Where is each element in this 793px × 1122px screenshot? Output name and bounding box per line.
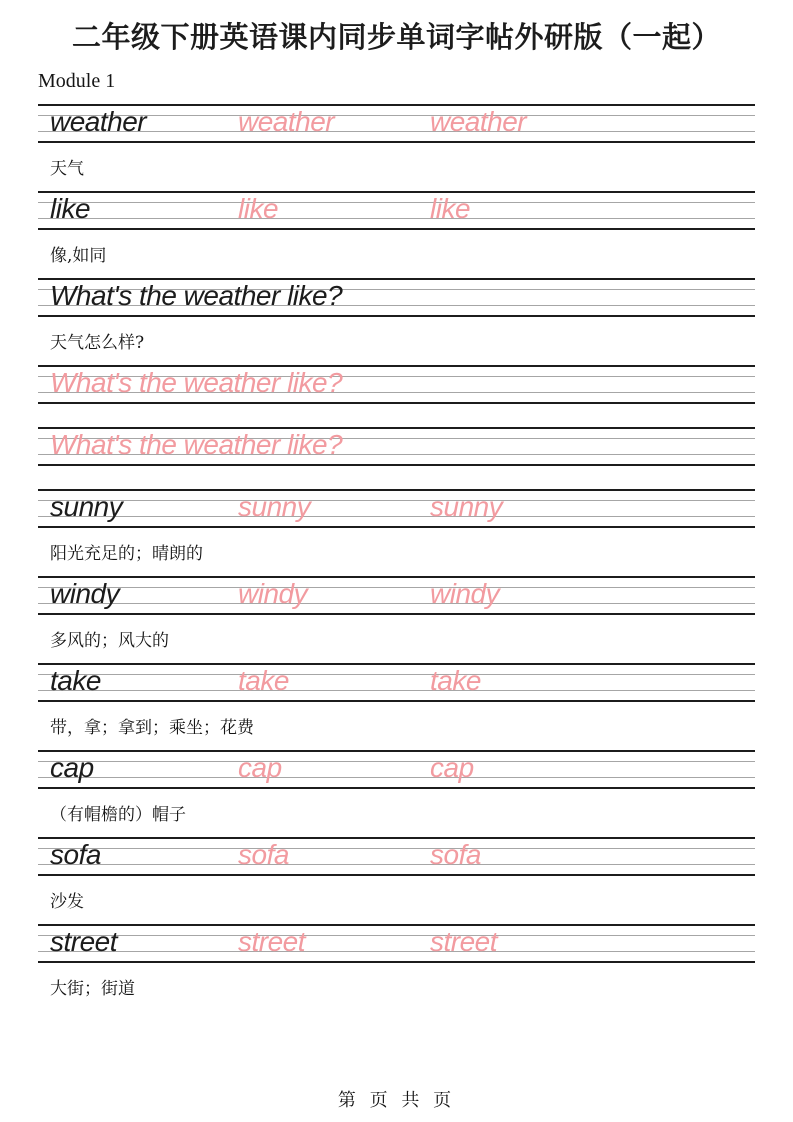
word-entry [38, 104, 755, 179]
word-meaning: 带，拿；拿到；乘坐；花费 [50, 718, 254, 738]
guide-line-upper-mid [38, 587, 755, 588]
word-entry [38, 489, 755, 564]
guide-line-bottom [38, 141, 755, 143]
guide-line-upper-mid [38, 500, 755, 501]
word-trace-2: weather [430, 106, 527, 137]
word-meaning: 多风的；风大的 [50, 631, 169, 651]
word-model: What's the weather like? [50, 429, 343, 460]
word-model: street [50, 926, 118, 957]
word-meaning: 天气 [50, 159, 84, 179]
practice-line-row [38, 191, 755, 230]
guide-line-lower-mid [38, 864, 755, 865]
guide-line-bottom [38, 787, 755, 789]
word-meaning: 天气怎么样? [50, 333, 145, 353]
guide-line-upper-mid [38, 761, 755, 762]
guide-line-top [38, 750, 755, 752]
word-trace-1: like [238, 193, 279, 224]
guide-line-bottom [38, 700, 755, 702]
word-meaning: 大街；街道 [50, 979, 135, 999]
practice-line-row [38, 104, 755, 143]
guide-line-lower-mid [38, 603, 755, 604]
guide-line-bottom [38, 961, 755, 963]
guide-line-upper-mid [38, 202, 755, 203]
word-entry [38, 924, 755, 999]
word-trace-2: like [430, 193, 471, 224]
word-trace-1: sunny [238, 491, 311, 522]
word-entry [38, 278, 755, 353]
practice-line-row [38, 750, 755, 789]
practice-line-row [38, 427, 755, 466]
word-trace-2: cap [430, 752, 474, 783]
word-trace-2: sunny [430, 491, 503, 522]
page-title: 二年级下册英语课内同步单词字帖外研版（一起） [71, 22, 721, 54]
guide-line-lower-mid [38, 951, 755, 952]
guide-line-top [38, 191, 755, 193]
word-meaning: 沙发 [50, 892, 84, 912]
word-entry [38, 427, 755, 466]
word-entry [38, 576, 755, 651]
guide-line-top [38, 663, 755, 665]
word-trace-2: windy [430, 578, 500, 609]
word-model: What's the weather like? [50, 280, 343, 311]
guide-line-lower-mid [38, 690, 755, 691]
guide-line-bottom [38, 402, 755, 404]
word-model: weather [50, 106, 147, 137]
word-model: like [50, 193, 91, 224]
word-trace-1: take [238, 665, 289, 696]
word-entry [38, 837, 755, 912]
word-model: What's the weather like? [50, 367, 343, 398]
guide-line-top [38, 576, 755, 578]
content-area [38, 70, 755, 999]
practice-line-row [38, 663, 755, 702]
word-list [38, 104, 755, 999]
guide-line-top [38, 924, 755, 926]
word-meaning: 阳光充足的；晴朗的 [50, 544, 203, 564]
guide-line-top [38, 837, 755, 839]
word-trace-1: cap [238, 752, 282, 783]
word-model: take [50, 665, 101, 696]
practice-line-row [38, 837, 755, 876]
word-trace-2: street [430, 926, 498, 957]
practice-line-row [38, 278, 755, 317]
guide-line-top [38, 489, 755, 491]
guide-line-bottom [38, 228, 755, 230]
word-model: cap [50, 752, 94, 783]
page-footer: 第 页 共 页 [337, 1090, 456, 1111]
guide-line-upper-mid [38, 935, 755, 936]
guide-line-upper-mid [38, 848, 755, 849]
word-meaning: 像,如同 [50, 246, 107, 266]
word-entry [38, 191, 755, 266]
word-model: windy [50, 578, 120, 609]
guide-line-lower-mid [38, 516, 755, 517]
word-model: sofa [50, 839, 101, 870]
guide-line-lower-mid [38, 218, 755, 219]
word-entry [38, 750, 755, 825]
guide-line-bottom [38, 526, 755, 528]
word-trace-2: sofa [430, 839, 481, 870]
word-entry [38, 365, 755, 404]
word-entry [38, 663, 755, 738]
word-trace-2: take [430, 665, 481, 696]
practice-line-row [38, 365, 755, 404]
word-model: sunny [50, 491, 123, 522]
guide-line-bottom [38, 315, 755, 317]
word-meaning: （有帽檐的）帽子 [50, 805, 186, 825]
word-trace-1: sofa [238, 839, 289, 870]
guide-line-bottom [38, 613, 755, 615]
practice-line-row [38, 489, 755, 528]
guide-line-bottom [38, 464, 755, 466]
word-trace-1: weather [238, 106, 335, 137]
module-label: Module 1 [38, 70, 116, 92]
practice-line-row [38, 576, 755, 615]
word-trace-1: windy [238, 578, 308, 609]
guide-line-upper-mid [38, 674, 755, 675]
practice-line-row [38, 924, 755, 963]
word-trace-1: street [238, 926, 306, 957]
guide-line-bottom [38, 874, 755, 876]
guide-line-lower-mid [38, 777, 755, 778]
